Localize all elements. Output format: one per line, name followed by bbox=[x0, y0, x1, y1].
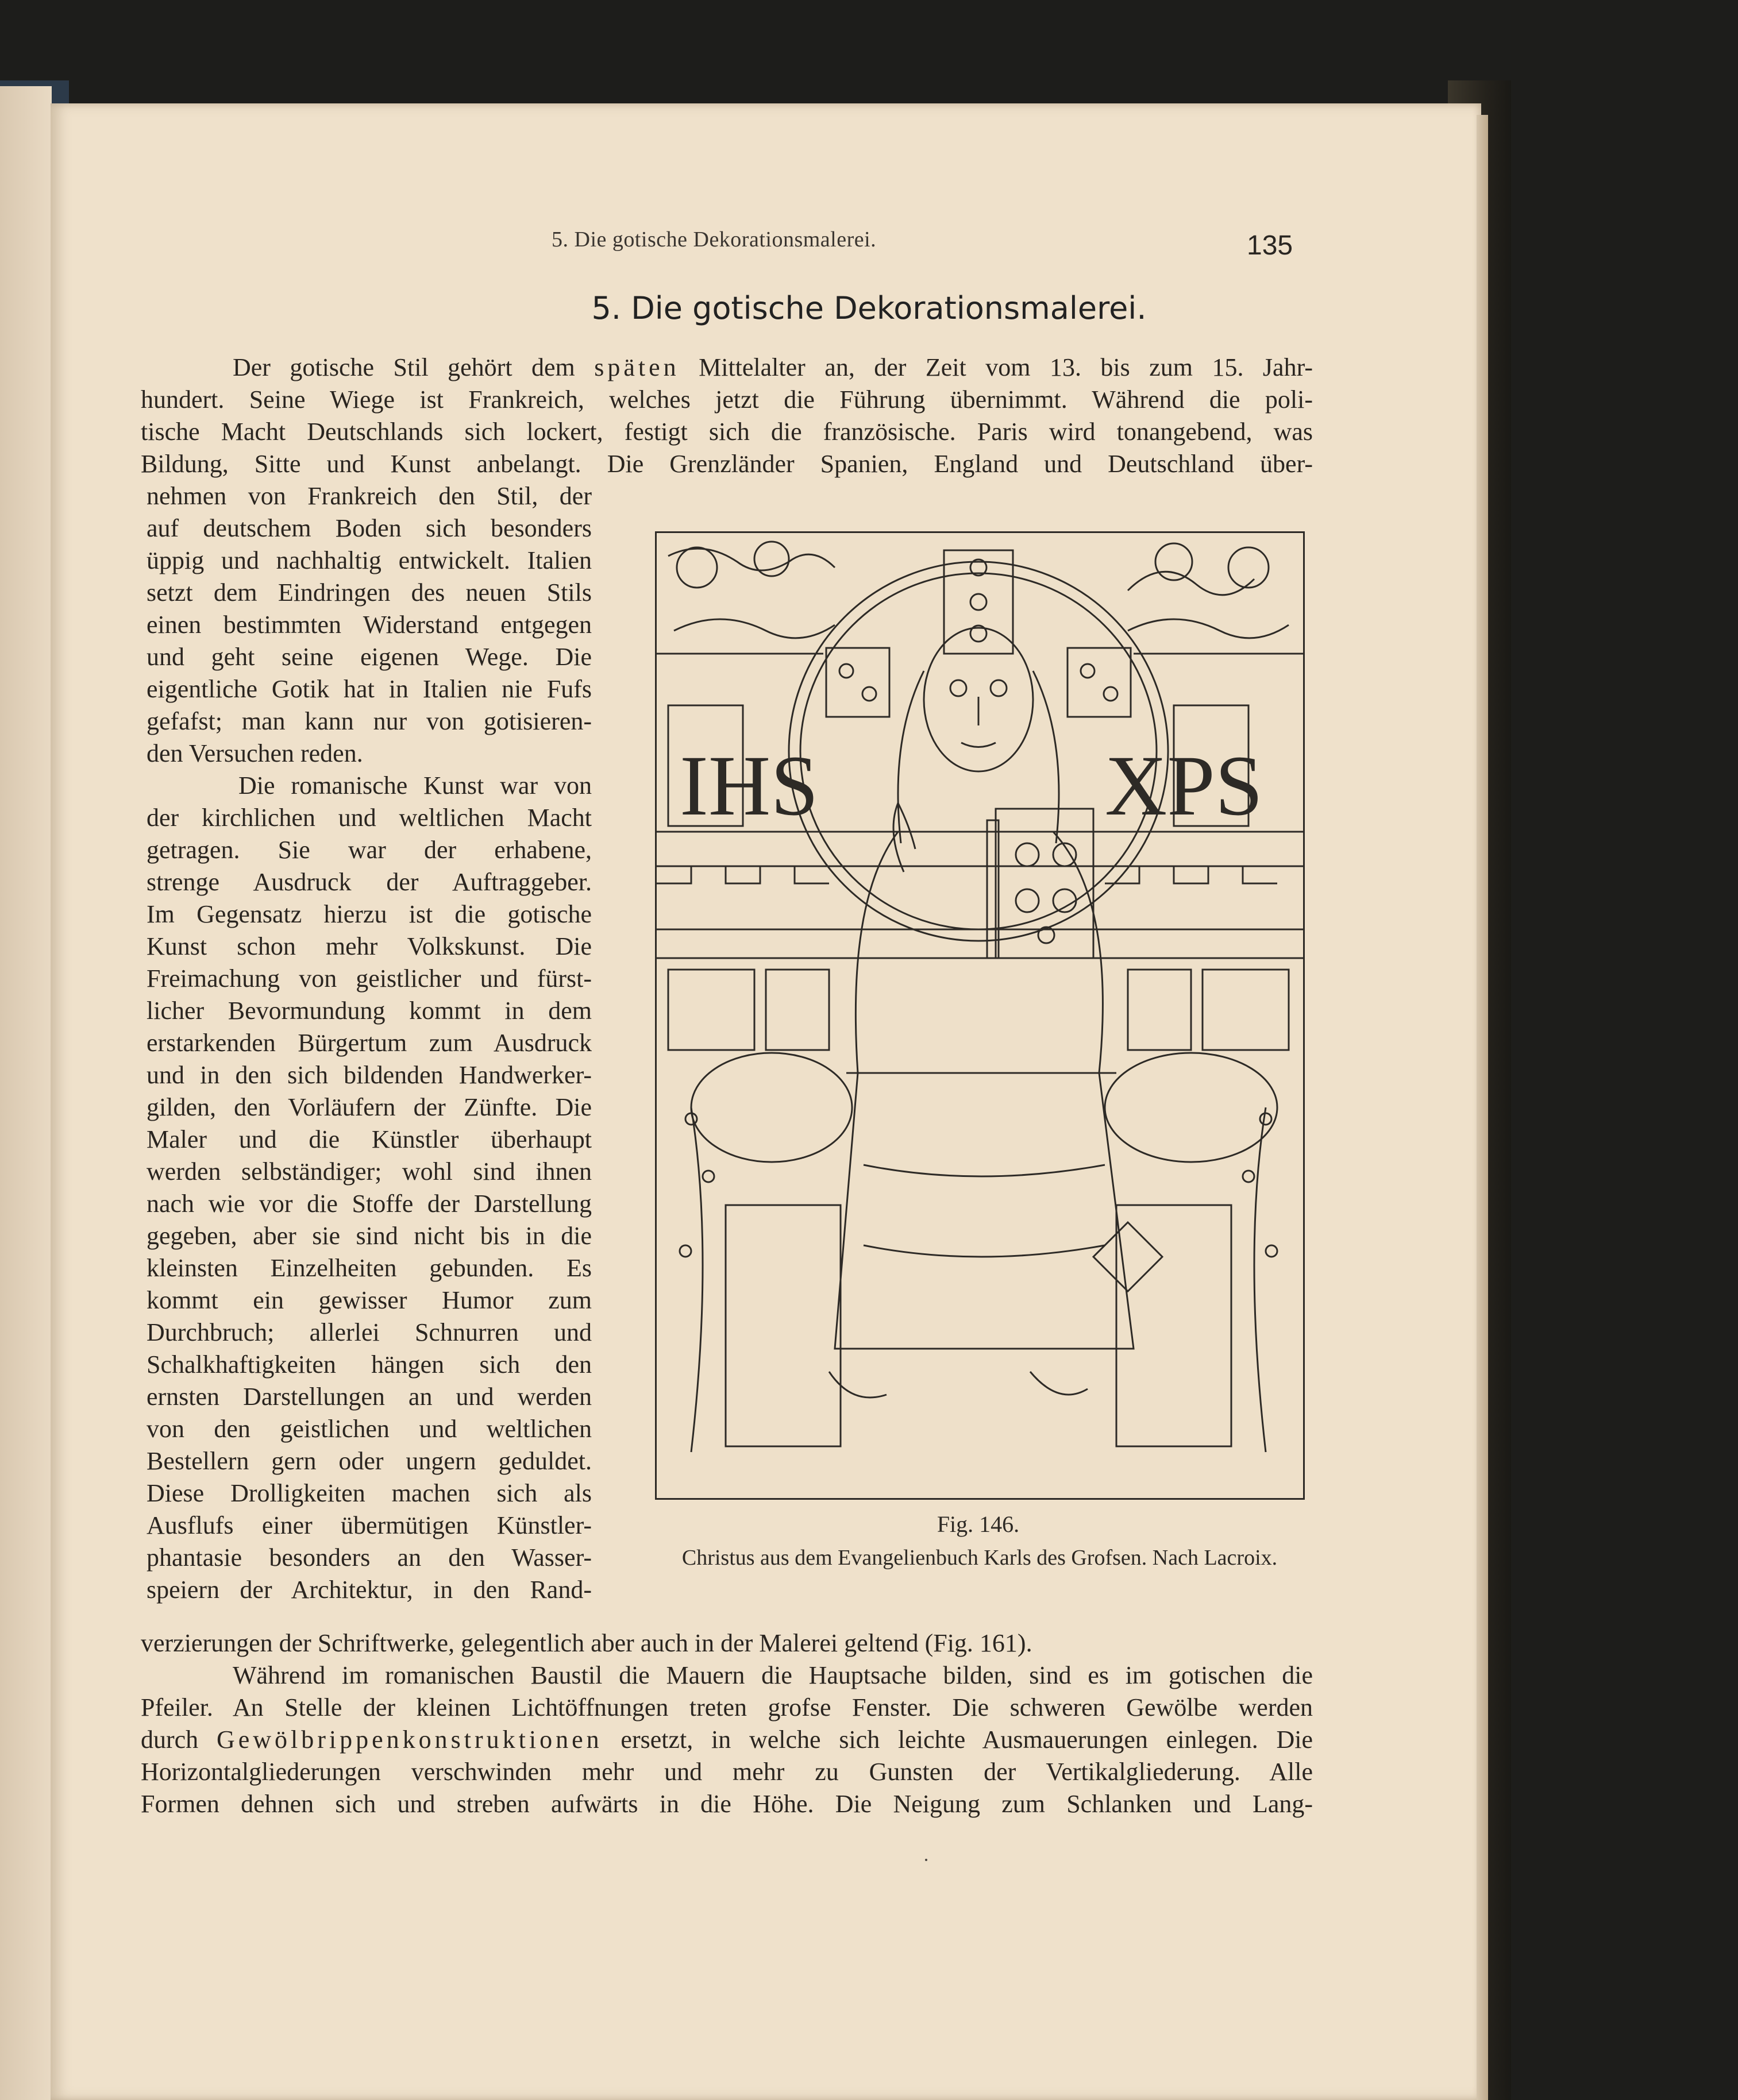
text-line: erstarkenden Bürgertum zum Ausdruck bbox=[147, 1029, 592, 1057]
text-line: speiern der Architektur, in den Rand- bbox=[147, 1576, 592, 1604]
text-line: hundert. Seine Wiege ist Frankreich, welches jetzt die Führung übernimmt. Während die poli- bbox=[141, 385, 1313, 414]
column-text bbox=[147, 480, 592, 1606]
page-number: 135 bbox=[1247, 230, 1293, 261]
text-line: setzt dem Eindringen des neuen Stils bbox=[147, 578, 592, 607]
figure-caption: Christus aus dem Evangelienbuch Karls des Grofsen. Nach Lacroix. bbox=[681, 1546, 1278, 1570]
text-line: von den geistlichen und weltlichen bbox=[147, 1415, 592, 1443]
text-line: eigentliche Gotik hat in Italien nie Fufs bbox=[147, 675, 592, 703]
intro-paragraph bbox=[141, 352, 1313, 480]
paper-speck bbox=[925, 1859, 927, 1861]
text-line: Durchbruch; allerlei Schnurren und bbox=[147, 1318, 592, 1346]
text-line: Die romanische Kunst war von bbox=[238, 771, 592, 800]
text-line: licher Bevormundung kommt in dem bbox=[147, 997, 592, 1025]
text-line: kommt ein gewisser Humor zum bbox=[147, 1286, 592, 1314]
text-line: getragen. Sie war der erhabene, bbox=[147, 836, 592, 864]
text-line: auf deutschem Boden sich besonders bbox=[147, 514, 592, 542]
section-title: 5. Die gotische Dekorationsmalerei. bbox=[591, 290, 1147, 326]
text-line: den Versuchen reden. bbox=[147, 739, 363, 767]
text-line: kleinsten Einzelheiten gebunden. Es bbox=[147, 1254, 592, 1282]
text-line: Ausflufs einer übermütigen Künstler- bbox=[147, 1511, 592, 1539]
running-head: 5. Die gotische Dekorationsmalerei. bbox=[552, 227, 877, 252]
text-line: phantasie besonders an den Wasser- bbox=[147, 1543, 592, 1572]
text-line: Formen dehnen sich und streben aufwärts in die Höhe. Die Neigung zum Schlanken und Lang- bbox=[141, 1790, 1313, 1818]
figure-inscription-left: IHS bbox=[680, 738, 819, 833]
page-edge bbox=[1477, 115, 1488, 2100]
text-line: tische Macht Deutschlands sich lockert, festigt sich die französische. Paris wird tonangebend, was bbox=[141, 418, 1313, 446]
text-line: und geht seine eigenen Wege. Die bbox=[147, 643, 592, 671]
text-line: Während im romanischen Baustil die Mauern die Hauptsache bilden, sind es im gotischen die bbox=[233, 1661, 1313, 1689]
text-line: Schalkhaftigkeiten hängen sich den bbox=[147, 1350, 592, 1379]
figure-number: Fig. 146. bbox=[937, 1511, 1020, 1537]
text-line: gefafst; man kann nur von gotisieren- bbox=[147, 707, 592, 735]
text-line: Diese Drolligkeiten machen sich als bbox=[147, 1479, 592, 1507]
text-line: Freimachung von geistlicher und fürst- bbox=[147, 964, 592, 993]
text-line: gegeben, aber sie sind nicht bis in die bbox=[147, 1222, 592, 1250]
text-line: durch Gewölbrippenkonstruktionen ersetzt, in welche sich leichte Ausmauerungen einlegen. Die bbox=[141, 1725, 1313, 1754]
text-line: strenge Ausdruck der Auftraggeber. bbox=[147, 868, 592, 896]
left-page-edge bbox=[0, 86, 52, 2100]
text-line: ernsten Darstellungen an und werden bbox=[147, 1383, 592, 1411]
text-line: und in den sich bildenden Handwerker- bbox=[147, 1061, 592, 1089]
text-line: nach wie vor die Stoffe der Darstellung bbox=[147, 1190, 592, 1218]
text-line: Horizontalgliederungen verschwinden mehr und mehr zu Gunsten der Vertikalgliederung. Alle bbox=[141, 1758, 1313, 1786]
text-line: Bestellern gern oder ungern geduldet. bbox=[147, 1447, 592, 1475]
text-line: üppig und nachhaltig entwickelt. Italien bbox=[147, 546, 592, 574]
text-line: Maler und die Künstler überhaupt bbox=[147, 1125, 592, 1153]
figure-christ-illustration bbox=[655, 531, 1305, 1500]
text-line: Pfeiler. An Stelle der kleinen Lichtöffnungen treten grofse Fenster. Die schweren Gewölbe werden bbox=[141, 1693, 1313, 1721]
text-line: werden selbständiger; wohl sind ihnen bbox=[147, 1157, 592, 1186]
text-line: der kirchlichen und weltlichen Macht bbox=[147, 804, 592, 832]
text-line: Im Gegensatz hierzu ist die gotische bbox=[147, 900, 592, 928]
text-line: Bildung, Sitte und Kunst anbelangt. Die Grenzländer Spanien, England und Deutschland über- bbox=[141, 450, 1313, 478]
text-line: gilden, den Vorläufern der Zünfte. Die bbox=[147, 1093, 592, 1121]
figure-inscription-right: XPS bbox=[1105, 738, 1263, 833]
text-line: verzierungen der Schriftwerke, gelegentlich aber auch in der Malerei geltend (Fig. 161). bbox=[141, 1629, 1032, 1657]
text-line: nehmen von Frankreich den Stil, der bbox=[147, 482, 592, 510]
text-line: Kunst schon mehr Volkskunst. Die bbox=[147, 932, 592, 960]
christ-line-drawing bbox=[657, 533, 1303, 1498]
closing-paragraphs bbox=[141, 1627, 1313, 1820]
text-line: einen bestimmten Widerstand entgegen bbox=[147, 611, 592, 639]
text-line: Der gotische Stil gehört dem späten Mittelalter an, der Zeit vom 13. bis zum 15. Jahr- bbox=[233, 353, 1313, 381]
